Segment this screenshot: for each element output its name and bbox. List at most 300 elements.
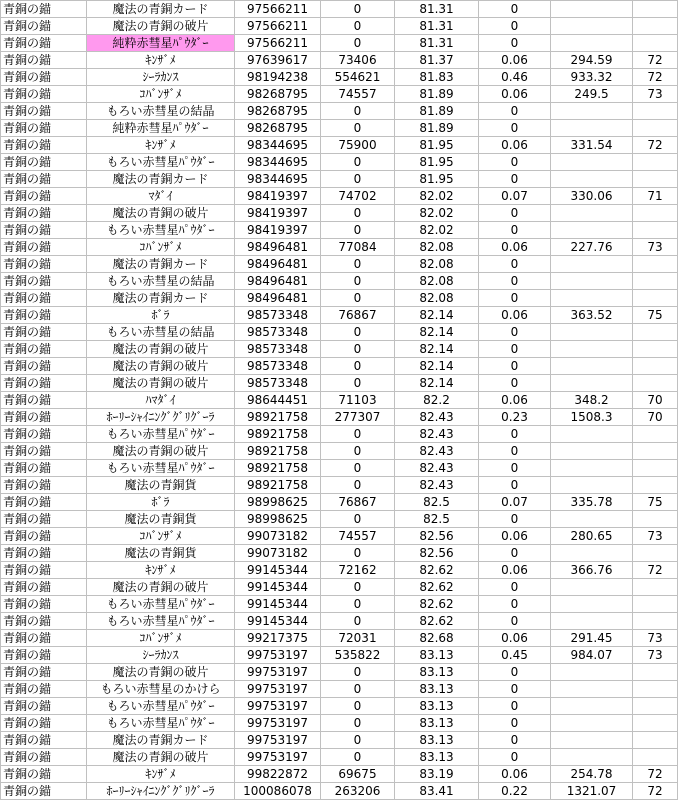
catch-item-cell[interactable]: もろい赤彗星ﾊﾟｳﾀﾞｰ [87,154,235,171]
percent-cell[interactable]: 82.5 [395,494,479,511]
exp-per-unit-cell[interactable] [551,358,633,375]
exp-total-cell[interactable]: 97566211 [235,1,321,18]
percent-gain-cell[interactable]: 0.06 [479,528,551,545]
percent-cell[interactable]: 81.95 [395,171,479,188]
percent-cell[interactable]: 82.62 [395,579,479,596]
catch-item-cell[interactable]: 魔法の青銅の破片 [87,664,235,681]
catch-item-cell[interactable]: ｺﾊﾞﾝｻﾞﾒ [87,528,235,545]
exp-gain-cell[interactable]: 76867 [321,307,395,324]
percent-gain-cell[interactable]: 0 [479,375,551,392]
catch-item-cell[interactable]: ｷﾝｻﾞﾒ [87,52,235,69]
level-cell[interactable] [633,596,678,613]
ship-cell[interactable]: 青銅の錨 [1,86,87,103]
percent-cell[interactable]: 83.13 [395,664,479,681]
exp-per-unit-cell[interactable] [551,664,633,681]
percent-gain-cell[interactable]: 0 [479,358,551,375]
exp-gain-cell[interactable]: 0 [321,18,395,35]
percent-cell[interactable]: 83.13 [395,715,479,732]
exp-total-cell[interactable]: 99753197 [235,698,321,715]
ship-cell[interactable]: 青銅の錨 [1,324,87,341]
level-cell[interactable] [633,749,678,766]
ship-cell[interactable]: 青銅の錨 [1,630,87,647]
catch-item-cell[interactable]: 魔法の青銅の破片 [87,358,235,375]
ship-cell[interactable]: 青銅の錨 [1,239,87,256]
catch-item-cell[interactable]: もろい赤彗星ﾊﾟｳﾀﾞｰ [87,222,235,239]
exp-gain-cell[interactable]: 535822 [321,647,395,664]
exp-per-unit-cell[interactable]: 330.06 [551,188,633,205]
exp-total-cell[interactable]: 99073182 [235,545,321,562]
percent-gain-cell[interactable]: 0 [479,18,551,35]
catch-item-cell[interactable]: もろい赤彗星ﾊﾟｳﾀﾞｰ [87,698,235,715]
percent-cell[interactable]: 82.08 [395,290,479,307]
exp-per-unit-cell[interactable] [551,732,633,749]
percent-cell[interactable]: 82.14 [395,324,479,341]
ship-cell[interactable]: 青銅の錨 [1,681,87,698]
percent-gain-cell[interactable]: 0 [479,273,551,290]
exp-total-cell[interactable]: 98998625 [235,494,321,511]
exp-per-unit-cell[interactable] [551,545,633,562]
percent-gain-cell[interactable]: 0.06 [479,392,551,409]
ship-cell[interactable]: 青銅の錨 [1,460,87,477]
level-cell[interactable] [633,341,678,358]
catch-item-cell[interactable]: ｷﾝｻﾞﾒ [87,562,235,579]
exp-gain-cell[interactable]: 0 [321,1,395,18]
ship-cell[interactable]: 青銅の錨 [1,426,87,443]
level-cell[interactable] [633,256,678,273]
level-cell[interactable] [633,375,678,392]
ship-cell[interactable]: 青銅の錨 [1,375,87,392]
ship-cell[interactable]: 青銅の錨 [1,1,87,18]
exp-per-unit-cell[interactable] [551,511,633,528]
catch-item-cell[interactable]: ｺﾊﾞﾝｻﾞﾒ [87,239,235,256]
level-cell[interactable] [633,154,678,171]
exp-per-unit-cell[interactable]: 254.78 [551,766,633,783]
level-cell[interactable] [633,120,678,137]
percent-cell[interactable]: 82.08 [395,239,479,256]
ship-cell[interactable]: 青銅の錨 [1,290,87,307]
level-cell[interactable] [633,358,678,375]
catch-item-cell[interactable]: 魔法の青銅の破片 [87,749,235,766]
percent-cell[interactable]: 81.83 [395,69,479,86]
level-cell[interactable] [633,205,678,222]
exp-gain-cell[interactable]: 0 [321,103,395,120]
catch-item-cell[interactable]: もろい赤彗星ﾊﾟｳﾀﾞｰ [87,460,235,477]
percent-gain-cell[interactable]: 0.45 [479,647,551,664]
exp-total-cell[interactable]: 98921758 [235,460,321,477]
exp-total-cell[interactable]: 98644451 [235,392,321,409]
level-cell[interactable] [633,460,678,477]
percent-cell[interactable]: 82.02 [395,188,479,205]
percent-cell[interactable]: 83.13 [395,698,479,715]
exp-per-unit-cell[interactable]: 366.76 [551,562,633,579]
exp-gain-cell[interactable]: 0 [321,341,395,358]
catch-item-cell[interactable]: もろい赤彗星の結晶 [87,324,235,341]
exp-total-cell[interactable]: 99753197 [235,732,321,749]
percent-gain-cell[interactable]: 0 [479,341,551,358]
exp-per-unit-cell[interactable] [551,579,633,596]
percent-cell[interactable]: 83.13 [395,732,479,749]
exp-total-cell[interactable]: 99753197 [235,647,321,664]
catch-item-cell[interactable]: 純粋赤彗星ﾊﾟｳﾀﾞｰ [87,35,235,52]
ship-cell[interactable]: 青銅の錨 [1,783,87,800]
ship-cell[interactable]: 青銅の錨 [1,392,87,409]
catch-item-cell[interactable]: もろい赤彗星ﾊﾟｳﾀﾞｰ [87,426,235,443]
exp-per-unit-cell[interactable] [551,18,633,35]
percent-cell[interactable]: 83.13 [395,647,479,664]
catch-item-cell[interactable]: 魔法の青銅の破片 [87,579,235,596]
exp-total-cell[interactable]: 98573348 [235,375,321,392]
ship-cell[interactable]: 青銅の錨 [1,647,87,664]
percent-cell[interactable]: 83.13 [395,749,479,766]
exp-per-unit-cell[interactable] [551,613,633,630]
ship-cell[interactable]: 青銅の錨 [1,18,87,35]
exp-per-unit-cell[interactable]: 294.59 [551,52,633,69]
level-cell[interactable] [633,443,678,460]
exp-gain-cell[interactable]: 263206 [321,783,395,800]
catch-item-cell[interactable]: ｷﾝｻﾞﾒ [87,137,235,154]
exp-total-cell[interactable]: 98573348 [235,341,321,358]
exp-gain-cell[interactable]: 0 [321,426,395,443]
exp-total-cell[interactable]: 98921758 [235,443,321,460]
exp-gain-cell[interactable]: 69675 [321,766,395,783]
exp-total-cell[interactable]: 98268795 [235,86,321,103]
percent-gain-cell[interactable]: 0.06 [479,562,551,579]
exp-gain-cell[interactable]: 0 [321,290,395,307]
percent-cell[interactable]: 83.41 [395,783,479,800]
exp-gain-cell[interactable]: 74557 [321,528,395,545]
percent-gain-cell[interactable]: 0.06 [479,766,551,783]
level-cell[interactable] [633,545,678,562]
exp-per-unit-cell[interactable]: 227.76 [551,239,633,256]
exp-per-unit-cell[interactable] [551,154,633,171]
exp-per-unit-cell[interactable] [551,596,633,613]
percent-gain-cell[interactable]: 0 [479,511,551,528]
exp-gain-cell[interactable]: 277307 [321,409,395,426]
catch-item-cell[interactable]: 純粋赤彗星ﾊﾟｳﾀﾞｰ [87,120,235,137]
ship-cell[interactable]: 青銅の錨 [1,664,87,681]
exp-total-cell[interactable]: 99753197 [235,749,321,766]
catch-item-cell[interactable]: 魔法の青銅カード [87,732,235,749]
exp-gain-cell[interactable]: 74702 [321,188,395,205]
percent-cell[interactable]: 82.62 [395,613,479,630]
percent-gain-cell[interactable]: 0 [479,460,551,477]
exp-total-cell[interactable]: 99145344 [235,579,321,596]
percent-gain-cell[interactable]: 0 [479,443,551,460]
exp-total-cell[interactable]: 98998625 [235,511,321,528]
ship-cell[interactable]: 青銅の錨 [1,511,87,528]
exp-total-cell[interactable]: 99145344 [235,613,321,630]
level-cell[interactable] [633,35,678,52]
level-cell[interactable]: 72 [633,52,678,69]
percent-cell[interactable]: 81.95 [395,154,479,171]
ship-cell[interactable]: 青銅の錨 [1,698,87,715]
exp-per-unit-cell[interactable]: 984.07 [551,647,633,664]
catch-item-cell[interactable]: ｺﾊﾞﾝｻﾞﾒ [87,630,235,647]
ship-cell[interactable]: 青銅の錨 [1,613,87,630]
ship-cell[interactable]: 青銅の錨 [1,494,87,511]
exp-per-unit-cell[interactable]: 335.78 [551,494,633,511]
catch-item-cell[interactable]: ﾎﾞﾗ [87,307,235,324]
exp-per-unit-cell[interactable] [551,290,633,307]
percent-gain-cell[interactable]: 0 [479,256,551,273]
catch-item-cell[interactable]: ｷﾝｻﾞﾒ [87,766,235,783]
level-cell[interactable]: 70 [633,392,678,409]
percent-cell[interactable]: 82.14 [395,375,479,392]
exp-total-cell[interactable]: 98268795 [235,103,321,120]
exp-total-cell[interactable]: 98344695 [235,137,321,154]
catch-item-cell[interactable]: もろい赤彗星のかけら [87,681,235,698]
percent-gain-cell[interactable]: 0 [479,35,551,52]
catch-item-cell[interactable]: 魔法の青銅カード [87,171,235,188]
level-cell[interactable]: 73 [633,239,678,256]
percent-gain-cell[interactable]: 0.06 [479,239,551,256]
ship-cell[interactable]: 青銅の錨 [1,52,87,69]
percent-cell[interactable]: 82.43 [395,477,479,494]
percent-cell[interactable]: 82.14 [395,307,479,324]
exp-total-cell[interactable]: 98419397 [235,205,321,222]
exp-gain-cell[interactable]: 0 [321,171,395,188]
percent-gain-cell[interactable]: 0.23 [479,409,551,426]
percent-cell[interactable]: 82.08 [395,256,479,273]
exp-per-unit-cell[interactable] [551,1,633,18]
ship-cell[interactable]: 青銅の錨 [1,341,87,358]
percent-cell[interactable]: 81.95 [395,137,479,154]
exp-per-unit-cell[interactable]: 363.52 [551,307,633,324]
catch-item-cell[interactable]: 魔法の青銅貨 [87,545,235,562]
exp-per-unit-cell[interactable]: 291.45 [551,630,633,647]
percent-gain-cell[interactable]: 0 [479,426,551,443]
exp-total-cell[interactable]: 98496481 [235,290,321,307]
exp-gain-cell[interactable]: 74557 [321,86,395,103]
exp-total-cell[interactable]: 98921758 [235,426,321,443]
exp-total-cell[interactable]: 98573348 [235,358,321,375]
exp-per-unit-cell[interactable] [551,477,633,494]
percent-cell[interactable]: 82.43 [395,409,479,426]
exp-per-unit-cell[interactable] [551,35,633,52]
level-cell[interactable] [633,222,678,239]
exp-total-cell[interactable]: 99753197 [235,715,321,732]
exp-per-unit-cell[interactable] [551,698,633,715]
ship-cell[interactable]: 青銅の錨 [1,137,87,154]
exp-total-cell[interactable]: 99753197 [235,681,321,698]
exp-gain-cell[interactable]: 0 [321,732,395,749]
exp-total-cell[interactable]: 98573348 [235,324,321,341]
level-cell[interactable] [633,1,678,18]
ship-cell[interactable]: 青銅の錨 [1,120,87,137]
exp-total-cell[interactable]: 99145344 [235,562,321,579]
ship-cell[interactable]: 青銅の錨 [1,69,87,86]
level-cell[interactable] [633,698,678,715]
exp-total-cell[interactable]: 98344695 [235,171,321,188]
exp-total-cell[interactable]: 98921758 [235,477,321,494]
exp-gain-cell[interactable]: 73406 [321,52,395,69]
exp-gain-cell[interactable]: 72031 [321,630,395,647]
exp-total-cell[interactable]: 99217375 [235,630,321,647]
exp-gain-cell[interactable]: 0 [321,120,395,137]
ship-cell[interactable]: 青銅の錨 [1,749,87,766]
level-cell[interactable]: 70 [633,409,678,426]
ship-cell[interactable]: 青銅の錨 [1,35,87,52]
catch-item-cell[interactable]: ｺﾊﾞﾝｻﾞﾒ [87,86,235,103]
level-cell[interactable] [633,715,678,732]
ship-cell[interactable]: 青銅の錨 [1,443,87,460]
exp-gain-cell[interactable]: 0 [321,460,395,477]
exp-total-cell[interactable]: 98921758 [235,409,321,426]
percent-cell[interactable]: 81.89 [395,86,479,103]
exp-total-cell[interactable]: 100086078 [235,783,321,800]
exp-total-cell[interactable]: 99073182 [235,528,321,545]
catch-item-cell[interactable]: ﾊﾏﾀﾞｲ [87,392,235,409]
exp-per-unit-cell[interactable] [551,103,633,120]
exp-per-unit-cell[interactable] [551,120,633,137]
ship-cell[interactable]: 青銅の錨 [1,171,87,188]
percent-cell[interactable]: 82.68 [395,630,479,647]
ship-cell[interactable]: 青銅の錨 [1,273,87,290]
percent-gain-cell[interactable]: 0.06 [479,307,551,324]
level-cell[interactable] [633,613,678,630]
percent-gain-cell[interactable]: 0 [479,681,551,698]
ship-cell[interactable]: 青銅の錨 [1,154,87,171]
exp-gain-cell[interactable]: 0 [321,579,395,596]
catch-item-cell[interactable]: 魔法の青銅の破片 [87,341,235,358]
exp-total-cell[interactable]: 98496481 [235,239,321,256]
percent-cell[interactable]: 82.02 [395,205,479,222]
percent-cell[interactable]: 82.43 [395,426,479,443]
exp-gain-cell[interactable]: 0 [321,511,395,528]
percent-gain-cell[interactable]: 0 [479,579,551,596]
exp-per-unit-cell[interactable]: 249.5 [551,86,633,103]
level-cell[interactable] [633,18,678,35]
ship-cell[interactable]: 青銅の錨 [1,545,87,562]
ship-cell[interactable]: 青銅の錨 [1,188,87,205]
exp-total-cell[interactable]: 99753197 [235,664,321,681]
percent-gain-cell[interactable]: 0 [479,613,551,630]
exp-per-unit-cell[interactable] [551,715,633,732]
exp-per-unit-cell[interactable]: 1321.07 [551,783,633,800]
percent-gain-cell[interactable]: 0 [479,698,551,715]
exp-per-unit-cell[interactable] [551,443,633,460]
exp-per-unit-cell[interactable]: 280.65 [551,528,633,545]
exp-gain-cell[interactable]: 0 [321,596,395,613]
percent-gain-cell[interactable]: 0.06 [479,86,551,103]
percent-cell[interactable]: 81.31 [395,1,479,18]
ship-cell[interactable]: 青銅の錨 [1,205,87,222]
exp-total-cell[interactable]: 98268795 [235,120,321,137]
exp-gain-cell[interactable]: 0 [321,358,395,375]
exp-gain-cell[interactable]: 0 [321,681,395,698]
level-cell[interactable]: 72 [633,137,678,154]
percent-cell[interactable]: 82.62 [395,596,479,613]
exp-gain-cell[interactable]: 0 [321,715,395,732]
exp-per-unit-cell[interactable] [551,341,633,358]
percent-gain-cell[interactable]: 0 [479,290,551,307]
exp-gain-cell[interactable]: 0 [321,443,395,460]
percent-gain-cell[interactable]: 0 [479,749,551,766]
exp-per-unit-cell[interactable]: 1508.3 [551,409,633,426]
percent-gain-cell[interactable]: 0 [479,715,551,732]
ship-cell[interactable]: 青銅の錨 [1,256,87,273]
catch-item-cell[interactable]: ｼｰﾗｶﾝｽ [87,647,235,664]
percent-gain-cell[interactable]: 0.07 [479,188,551,205]
ship-cell[interactable]: 青銅の錨 [1,766,87,783]
ship-cell[interactable]: 青銅の錨 [1,715,87,732]
exp-gain-cell[interactable]: 72162 [321,562,395,579]
level-cell[interactable] [633,511,678,528]
percent-gain-cell[interactable]: 0 [479,103,551,120]
percent-cell[interactable]: 81.89 [395,120,479,137]
catch-item-cell[interactable]: もろい赤彗星の結晶 [87,273,235,290]
exp-gain-cell[interactable]: 76867 [321,494,395,511]
percent-gain-cell[interactable]: 0.07 [479,494,551,511]
percent-cell[interactable]: 82.14 [395,358,479,375]
exp-gain-cell[interactable]: 0 [321,222,395,239]
percent-gain-cell[interactable]: 0 [479,545,551,562]
catch-item-cell[interactable]: ｼｰﾗｶﾝｽ [87,69,235,86]
percent-cell[interactable]: 82.14 [395,341,479,358]
percent-cell[interactable]: 83.13 [395,681,479,698]
catch-item-cell[interactable]: 魔法の青銅カード [87,290,235,307]
exp-total-cell[interactable]: 98496481 [235,273,321,290]
ship-cell[interactable]: 青銅の錨 [1,409,87,426]
exp-per-unit-cell[interactable] [551,749,633,766]
exp-gain-cell[interactable]: 0 [321,477,395,494]
percent-gain-cell[interactable]: 0 [479,664,551,681]
percent-cell[interactable]: 82.2 [395,392,479,409]
catch-item-cell[interactable]: 魔法の青銅カード [87,1,235,18]
percent-cell[interactable]: 83.19 [395,766,479,783]
level-cell[interactable] [633,290,678,307]
level-cell[interactable]: 75 [633,307,678,324]
level-cell[interactable] [633,273,678,290]
exp-per-unit-cell[interactable] [551,273,633,290]
ship-cell[interactable]: 青銅の錨 [1,222,87,239]
catch-item-cell[interactable]: 魔法の青銅の破片 [87,443,235,460]
percent-gain-cell[interactable]: 0 [479,205,551,222]
percent-cell[interactable]: 81.31 [395,18,479,35]
exp-gain-cell[interactable]: 0 [321,545,395,562]
exp-per-unit-cell[interactable] [551,460,633,477]
percent-cell[interactable]: 81.31 [395,35,479,52]
exp-per-unit-cell[interactable]: 933.32 [551,69,633,86]
exp-gain-cell[interactable]: 0 [321,35,395,52]
level-cell[interactable] [633,324,678,341]
percent-cell[interactable]: 82.56 [395,545,479,562]
exp-total-cell[interactable]: 97566211 [235,18,321,35]
percent-gain-cell[interactable]: 0 [479,1,551,18]
percent-gain-cell[interactable]: 0 [479,596,551,613]
percent-cell[interactable]: 81.89 [395,103,479,120]
exp-total-cell[interactable]: 98419397 [235,188,321,205]
exp-gain-cell[interactable]: 0 [321,205,395,222]
level-cell[interactable]: 72 [633,69,678,86]
percent-cell[interactable]: 82.43 [395,460,479,477]
level-cell[interactable] [633,732,678,749]
ship-cell[interactable]: 青銅の錨 [1,732,87,749]
percent-gain-cell[interactable]: 0 [479,222,551,239]
exp-gain-cell[interactable]: 554621 [321,69,395,86]
exp-per-unit-cell[interactable] [551,681,633,698]
catch-item-cell[interactable]: 魔法の青銅の破片 [87,18,235,35]
exp-per-unit-cell[interactable]: 348.2 [551,392,633,409]
ship-cell[interactable]: 青銅の錨 [1,562,87,579]
level-cell[interactable]: 72 [633,783,678,800]
level-cell[interactable]: 75 [633,494,678,511]
exp-per-unit-cell[interactable] [551,375,633,392]
percent-cell[interactable]: 82.08 [395,273,479,290]
catch-item-cell[interactable]: もろい赤彗星の結晶 [87,103,235,120]
ship-cell[interactable]: 青銅の錨 [1,358,87,375]
level-cell[interactable]: 73 [633,647,678,664]
